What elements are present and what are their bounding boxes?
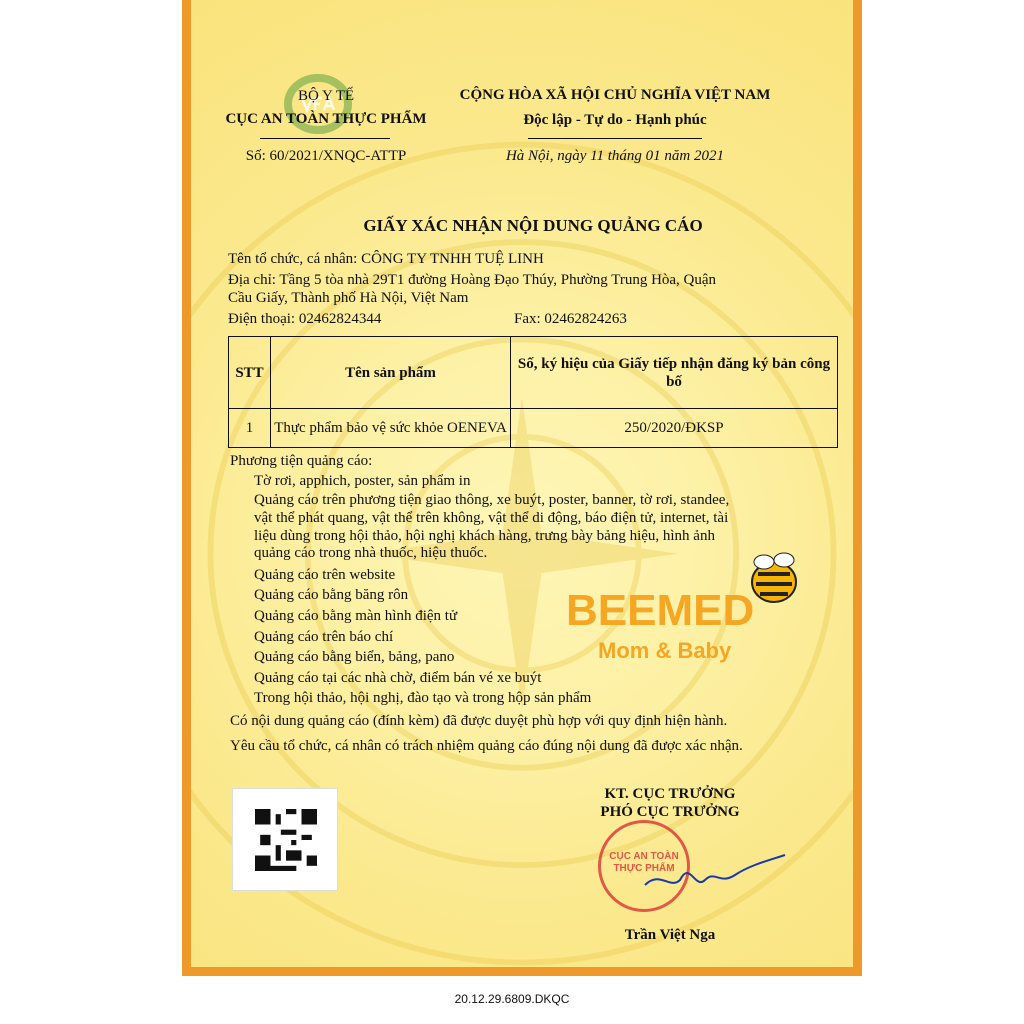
signer-name: Trần Việt Nga — [624, 927, 716, 943]
ministry-name: BỘ Y TẾ — [297, 88, 355, 104]
list-item: Quảng cáo trên báo chí — [254, 629, 394, 645]
table-header-row — [229, 337, 838, 409]
footer-code: 20.12.29.6809.DKQC — [454, 992, 570, 1006]
document-title: GIẤY XÁC NHẬN NỘI DUNG QUẢNG CÁO — [363, 216, 703, 235]
list-item: Tờ rơi, apphich, poster, sản phẩm in — [254, 473, 471, 489]
stamp-text: CỤC AN TOÀN THỰC PHẨM — [609, 851, 679, 874]
table-row — [229, 409, 838, 448]
nation-title: CỘNG HÒA XÃ HỘI CHỦ NGHĨA VIỆT NAM — [459, 87, 771, 103]
approval-statement: Có nội dung quảng cáo (đính kèm) đã được duyệt phù hợp với quy định hiện hành. — [230, 713, 728, 729]
org-name: Tên tổ chức, cá nhân: CÔNG TY TNHH TUỆ LINH — [228, 251, 544, 267]
watermark-brand: BEEMED — [566, 586, 755, 635]
divider — [528, 138, 702, 139]
list-item: Trong hội thảo, hội nghị, đào tạo và trong hộp sản phẩm — [254, 690, 592, 706]
issue-date: Hà Nội, ngày 11 tháng 01 năm 2021 — [505, 148, 725, 164]
list-item: liệu dùng trong hội thảo, hội nghị khách hàng, trưng bày bảng hiệu, hình ảnh — [254, 528, 715, 544]
cell-registration: 250/2020/ĐKSP — [511, 409, 838, 448]
org-address-2: Cầu Giấy, Thành phố Hà Nội, Việt Nam — [228, 290, 469, 306]
motto: Độc lập - Tự do - Hạnh phúc — [523, 112, 707, 128]
list-item: Quảng cáo trên website — [254, 567, 396, 583]
list-item: vật thể phát quang, vật thể trên không, vật thể di động, báo điện tử, internet, tài — [254, 510, 729, 526]
bee-mascot-icon — [744, 548, 804, 610]
watermark-sub: Mom & Baby — [598, 638, 732, 663]
org-fax: Fax: 02462824263 — [514, 311, 627, 327]
list-item: Quảng cáo bằng màn hình điện tử — [254, 608, 458, 624]
header-stt: STT — [229, 337, 271, 409]
header-product: Tên sản phẩm — [271, 337, 511, 409]
requirement-statement: Yêu cầu tổ chức, cá nhân có trách nhiệm quảng cáo đúng nội dung đã được xác nhận. — [230, 738, 743, 754]
org-phone: Điện thoại: 02462824344 — [228, 311, 382, 327]
list-item: Quảng cáo tại các nhà chờ, điểm bán vé xe buýt — [254, 670, 542, 686]
signature-mark — [640, 850, 790, 900]
list-item: Quảng cáo bằng băng rôn — [254, 587, 409, 603]
divider — [260, 138, 390, 139]
signer-title-2: PHÓ CỤC TRƯỞNG — [600, 804, 740, 820]
list-item: Quảng cáo bằng biển, bảng, pano — [254, 649, 455, 665]
qr-code-pattern — [255, 809, 317, 871]
list-item: quảng cáo trong nhà thuốc, hiệu thuốc. — [254, 545, 488, 561]
media-label: Phương tiện quảng cáo: — [230, 453, 373, 469]
cell-product: Thực phẩm bảo vệ sức khỏe OENEVA — [271, 409, 511, 448]
agency-name: CỤC AN TOÀN THỰC PHẨM — [225, 111, 427, 127]
org-address-1: Địa chỉ: Tầng 5 tòa nhà 29T1 đường Hoàng Đạo Thúy, Phường Trung Hòa, Quận — [228, 272, 717, 288]
product-table — [228, 336, 838, 448]
list-item: Quảng cáo trên phương tiện giao thông, xe buýt, poster, banner, tờ rơi, standee, — [254, 492, 730, 508]
cell-stt: 1 — [229, 409, 271, 448]
signer-title-1: KT. CỤC TRƯỞNG — [604, 786, 736, 802]
qr-code — [232, 788, 338, 891]
document-number: Số: 60/2021/XNQC-ATTP — [245, 148, 407, 164]
header-registration: Số, ký hiệu của Giấy tiếp nhận đăng ký bản công bố — [511, 337, 838, 409]
